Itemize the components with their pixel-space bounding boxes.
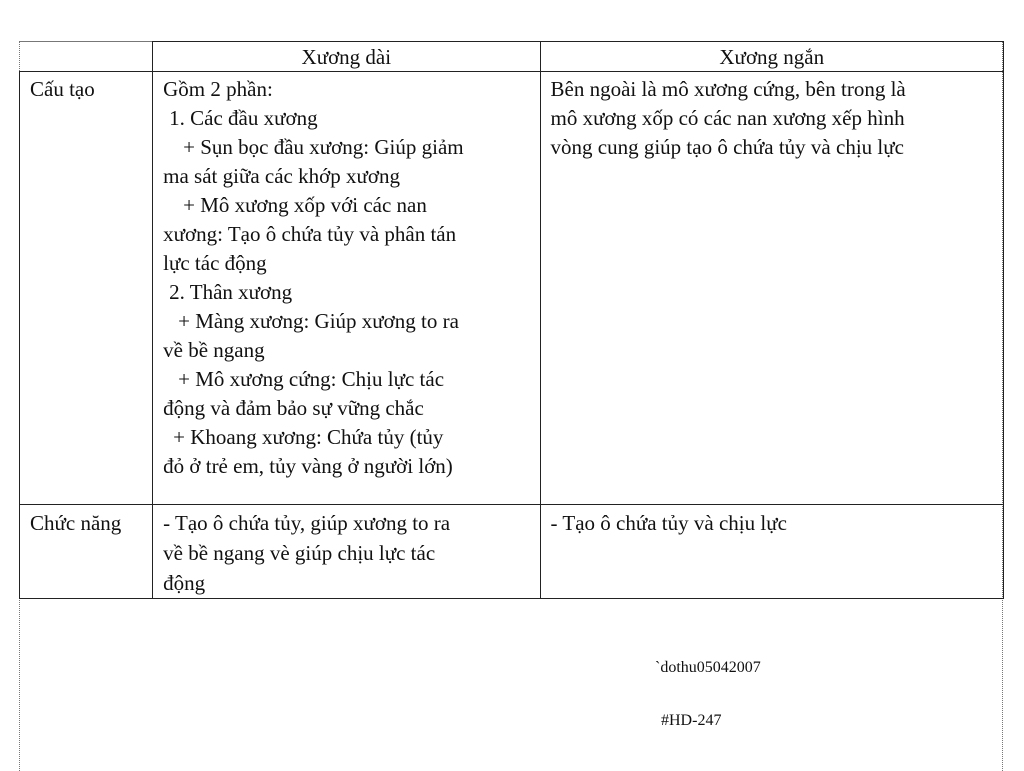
header-long-bone: Xương dài [153, 42, 540, 72]
text-line: động và đảm bảo sự vững chắc [163, 396, 424, 420]
text-line: vòng cung giúp tạo ô chứa tủy và chịu lực [550, 135, 904, 159]
structure-long-cell [153, 72, 540, 505]
function-short-cell [540, 505, 1003, 599]
text-line: động [163, 571, 206, 595]
function-long-cell [153, 505, 540, 599]
text-line: + Màng xương: Giúp xương to ra [178, 309, 459, 333]
text-line: Gồm 2 phần: [163, 77, 273, 101]
text-line: Bên ngoài là mô xương cứng, bên trong là [550, 77, 906, 101]
text-line: 1. Các đầu xương [169, 106, 318, 130]
tag-note: #HD-247 [661, 712, 722, 729]
text-line: + Mô xương cứng: Chịu lực tác [178, 367, 445, 391]
text-line: + Mô xương xốp với các nan [183, 193, 427, 217]
text-line: - Tạo ô chứa tủy và chịu lực [550, 511, 787, 535]
text-line: ma sát giữa các khớp xương [163, 164, 400, 188]
table-row-function [20, 505, 1004, 599]
text-line: về bề ngang [163, 338, 265, 362]
header-short-bone: Xương ngắn [540, 42, 1003, 72]
text-line: - Tạo ô chứa tủy, giúp xương to ra [163, 511, 451, 535]
text-line: mô xương xốp có các nan xương xếp hình [550, 106, 905, 130]
row-label-function: Chức năng [20, 505, 153, 599]
text-line: + Sụn bọc đầu xương: Giúp giảm [183, 135, 464, 159]
text-line: đỏ ở trẻ em, tủy vàng ở người lớn) [163, 454, 453, 478]
text-line: lực tác động [163, 251, 267, 275]
author-note: `dothu05042007 [655, 659, 761, 676]
corner-cell [20, 42, 153, 72]
header-row [20, 42, 1004, 72]
structure-short-cell [540, 72, 1003, 505]
text-line: về bề ngang vè giúp chịu lực tác [163, 541, 436, 565]
text-line: 2. Thân xương [169, 280, 293, 304]
row-label-structure: Cấu tạo [20, 72, 153, 505]
table-row-structure [20, 72, 1004, 505]
bone-comparison-table [19, 41, 1004, 599]
text-line: + Khoang xương: Chứa tủy (tủy [173, 425, 444, 449]
text-line: xương: Tạo ô chứa tủy và phân tán [163, 222, 457, 246]
